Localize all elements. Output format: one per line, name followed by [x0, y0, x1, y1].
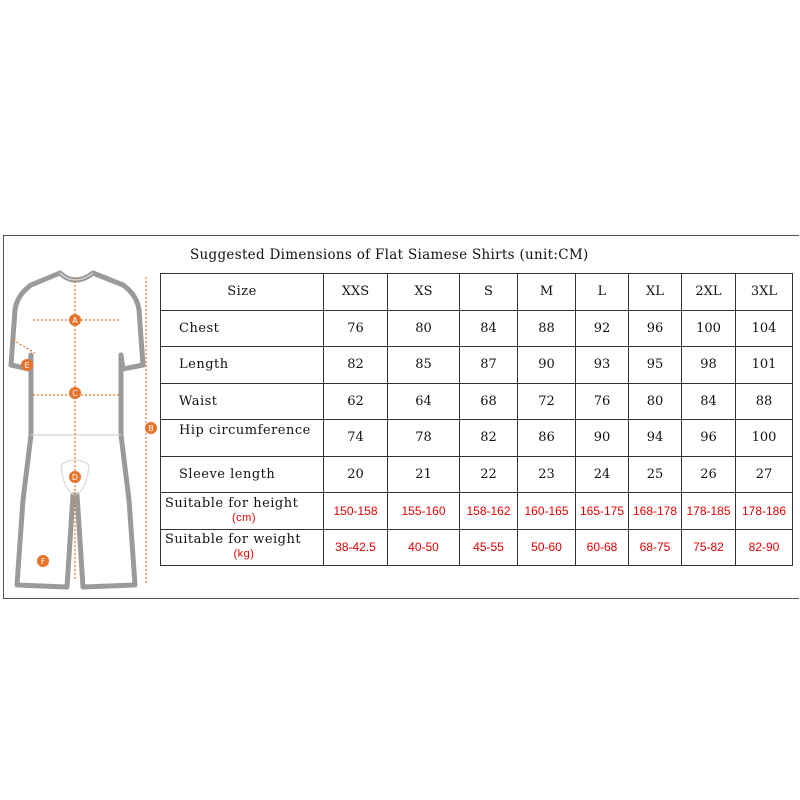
table-cell: 22 — [460, 456, 518, 493]
table-cell: 78 — [388, 420, 460, 457]
table-cell: 84 — [460, 310, 518, 347]
table-cell: 21 — [388, 456, 460, 493]
table-row-weight — [161, 529, 793, 566]
table-row-length — [161, 347, 793, 384]
table-cell: 23 — [518, 456, 576, 493]
table-cell: 101 — [736, 347, 793, 384]
table-cell: 98 — [682, 347, 736, 384]
row-label: Chest — [161, 310, 324, 347]
table-cell: 75-82 — [682, 529, 736, 566]
table-row-sleeve — [161, 456, 793, 493]
size-header: 2XL — [682, 274, 736, 311]
weight-label: Suitable for weight — [165, 532, 302, 548]
table-cell: 85 — [388, 347, 460, 384]
table-cell: 178-185 — [682, 493, 736, 530]
size-header: XL — [629, 274, 682, 311]
row-label: Sleeve length — [161, 456, 324, 493]
table-cell: 168-178 — [629, 493, 682, 530]
table-cell: 68 — [460, 383, 518, 420]
table-cell: 68-75 — [629, 529, 682, 566]
table-cell: 160-165 — [518, 493, 576, 530]
table-cell: 90 — [576, 420, 629, 457]
table-cell: 72 — [518, 383, 576, 420]
table-cell: 64 — [388, 383, 460, 420]
table-cell: 25 — [629, 456, 682, 493]
size-header: S — [460, 274, 518, 311]
size-header: 3XL — [736, 274, 793, 311]
table-cell: 88 — [736, 383, 793, 420]
table-header-row — [161, 274, 793, 311]
weight-unit: (kg) — [233, 548, 255, 561]
table-cell: 88 — [518, 310, 576, 347]
marker-f-label: F — [40, 557, 46, 566]
table-cell: 95 — [629, 347, 682, 384]
table-cell: 82 — [324, 347, 388, 384]
table-cell: 62 — [324, 383, 388, 420]
table-cell: 155-160 — [388, 493, 460, 530]
marker-a-label: A — [72, 316, 78, 325]
table-cell: 86 — [518, 420, 576, 457]
table-row-height — [161, 493, 793, 530]
table-cell: 94 — [629, 420, 682, 457]
table-cell: 45-55 — [460, 529, 518, 566]
table-cell: 96 — [629, 310, 682, 347]
height-label: Suitable for height — [165, 495, 299, 511]
table-cell: 38-42.5 — [324, 529, 388, 566]
table-cell: 74 — [324, 420, 388, 457]
table-row-hip — [161, 420, 793, 457]
table-cell: 40-50 — [388, 529, 460, 566]
size-header: L — [576, 274, 629, 311]
table-cell: 178-186 — [736, 493, 793, 530]
row-label — [161, 529, 324, 566]
size-table — [160, 273, 793, 566]
row-label — [161, 493, 324, 530]
size-header: XS — [388, 274, 460, 311]
table-cell: 60-68 — [576, 529, 629, 566]
table-cell: 50-60 — [518, 529, 576, 566]
table-cell: 87 — [460, 347, 518, 384]
row-label: Hip circumference — [161, 420, 324, 457]
table-cell: 92 — [576, 310, 629, 347]
table-cell: 100 — [682, 310, 736, 347]
table-cell: 90 — [518, 347, 576, 384]
table-cell: 104 — [736, 310, 793, 347]
table-cell: 165-175 — [576, 493, 629, 530]
table-row-chest — [161, 310, 793, 347]
table-cell: 24 — [576, 456, 629, 493]
marker-b-label: B — [148, 424, 154, 433]
table-cell: 80 — [388, 310, 460, 347]
marker-e-label: E — [24, 361, 30, 370]
table-cell: 82-90 — [736, 529, 793, 566]
row-label: Waist — [161, 383, 324, 420]
size-header: XXS — [324, 274, 388, 311]
table-cell: 93 — [576, 347, 629, 384]
table-cell: 76 — [324, 310, 388, 347]
table-cell: 82 — [460, 420, 518, 457]
table-cell: 27 — [736, 456, 793, 493]
table-cell: 158-162 — [460, 493, 518, 530]
height-unit: (cm) — [232, 511, 256, 524]
size-header: M — [518, 274, 576, 311]
header-size-label: Size — [161, 274, 324, 311]
chart-title: Suggested Dimensions of Flat Siamese Shirts (unit:CM) — [190, 247, 589, 263]
marker-c-label: C — [72, 389, 78, 398]
table-cell: 100 — [736, 420, 793, 457]
table-cell: 150-158 — [324, 493, 388, 530]
table-cell: 80 — [629, 383, 682, 420]
row-label: Length — [161, 347, 324, 384]
table-cell: 96 — [682, 420, 736, 457]
table-cell: 76 — [576, 383, 629, 420]
table-cell: 26 — [682, 456, 736, 493]
table-cell: 84 — [682, 383, 736, 420]
garment-diagram — [5, 265, 165, 595]
table-row-waist — [161, 383, 793, 420]
marker-d-label: D — [71, 473, 79, 482]
table-cell: 20 — [324, 456, 388, 493]
